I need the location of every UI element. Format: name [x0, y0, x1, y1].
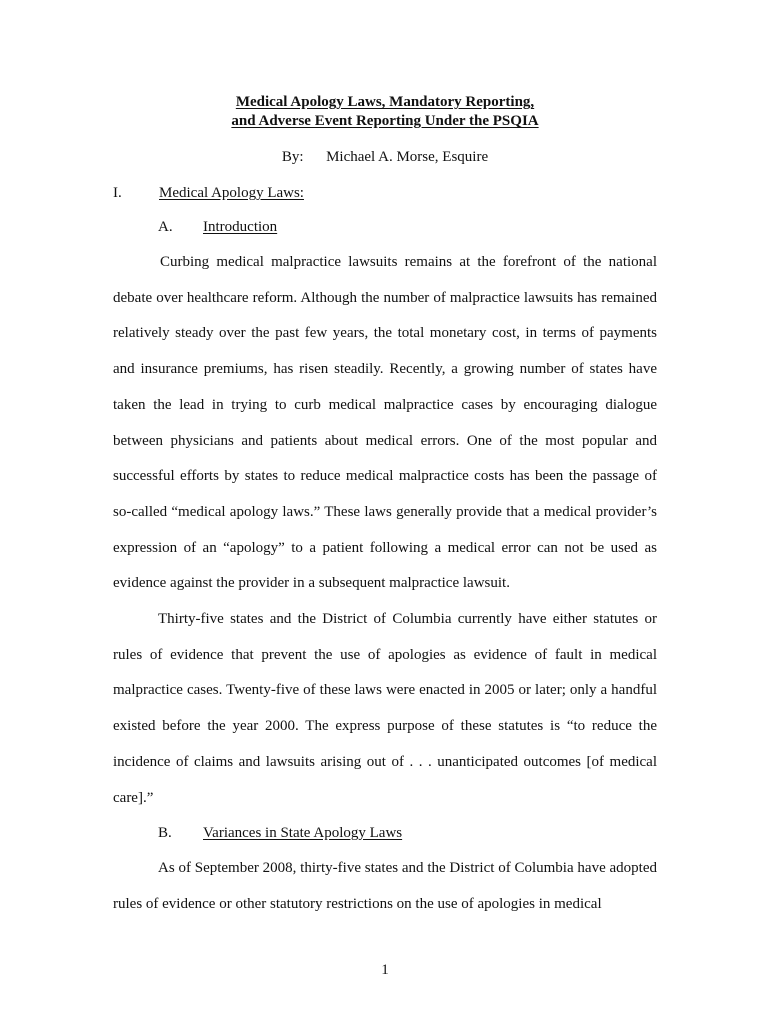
- section-number: I.: [113, 185, 122, 201]
- page-number: 1: [381, 962, 389, 978]
- section-title: Medical Apology Laws:: [159, 185, 304, 201]
- section-heading-1: [113, 185, 304, 202]
- byline-label: By:: [281, 149, 304, 165]
- subsection-title: Introduction: [203, 219, 278, 235]
- subsection-number: A.: [158, 219, 173, 235]
- body-paragraph-1: Curbing medical malpractice lawsuits remains at the forefront of the national debate over healthcare reform. Although the number of malpractice lawsuits has remained relatively steady over the past few years, the total monetary cost, in terms of payments and insurance premiums, has risen steadily. Recently, a growing number of states have taken the lead in trying to curb medical malpractice cases by encouraging dialogue between physicians and patients about medical errors. One of the most popular and successful efforts by states to reduce medical malpractice costs has been the passage of so-called “medical apology laws.” These laws generally provide that a medical provider’s expression of an “apology” to a patient following a medical error can not be used as evidence against the provider in a subsequent malpractice lawsuit.: [113, 254, 657, 592]
- byline-author: Michael A. Morse, Esquire: [326, 149, 489, 165]
- subsection-heading-b: [158, 825, 402, 842]
- subsection-title: Variances in State Apology Laws: [203, 825, 403, 841]
- subsection-heading-a: [158, 219, 277, 236]
- body-paragraph-3: As of September 2008, thirty-five states and the District of Columbia have adopted rules of evidence or other statutory restrictions on the use of apologies in medical: [113, 860, 657, 912]
- document-title-line-1: Medical Apology Laws, Mandatory Reporting,: [235, 94, 535, 110]
- subsection-number: B.: [158, 825, 172, 841]
- byline: [0, 149, 770, 166]
- document-title-line-2: and Adverse Event Reporting Under the PSQIA: [231, 113, 539, 129]
- body-paragraph-2: Thirty-five states and the District of Columbia currently have either statutes or rules of evidence that prevent the use of apologies as evidence of fault in medical malpractice cases. Twenty-five of these laws were enacted in 2005 or later; only a handful existed before the year 2000. The express purpose of these statutes is “to reduce the incidence of claims and lawsuits arising out of . . . unanticipated outcomes [of medical care].”: [113, 611, 657, 806]
